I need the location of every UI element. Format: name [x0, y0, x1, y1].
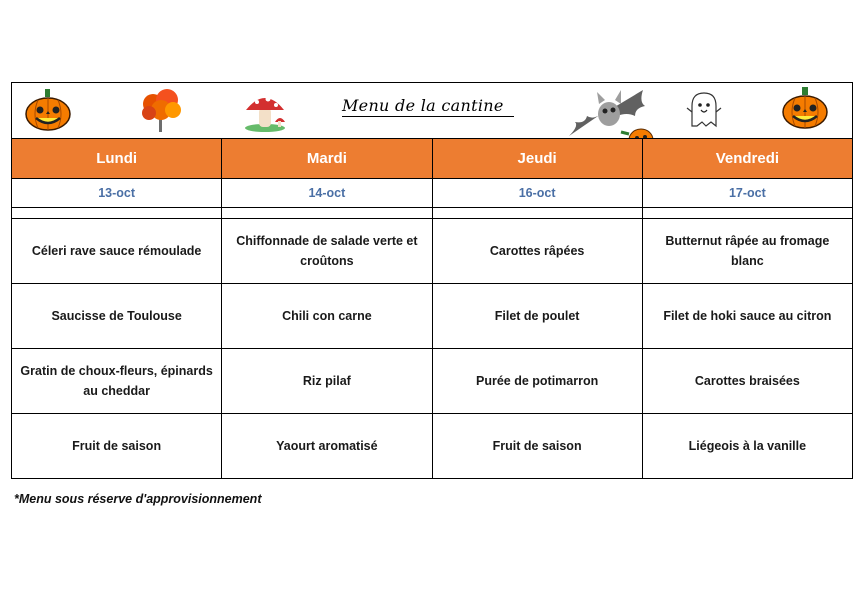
menu-table: [11, 138, 853, 479]
meal-cell: Chili con carne: [222, 284, 432, 349]
page-title: Menu de la cantine: [342, 96, 514, 117]
date-cell: 16-oct: [432, 179, 642, 208]
day-header: Mardi: [222, 139, 432, 179]
day-header: Lundi: [12, 139, 222, 179]
date-cell: 17-oct: [642, 179, 852, 208]
spacer-row: [12, 208, 853, 219]
day-header-row: [12, 139, 853, 179]
date-cell: 13-oct: [12, 179, 222, 208]
meal-cell: Carottes braisées: [642, 349, 852, 414]
meal-cell: Filet de hoki sauce au citron: [642, 284, 852, 349]
spacer-cell: [432, 208, 642, 219]
spacer-cell: [642, 208, 852, 219]
meal-cell: Saucisse de Toulouse: [12, 284, 222, 349]
date-cell: 14-oct: [222, 179, 432, 208]
meal-cell: Liégeois à la vanille: [642, 414, 852, 479]
meal-cell: Riz pilaf: [222, 349, 432, 414]
meal-cell: Fruit de saison: [432, 414, 642, 479]
starter-row: [12, 219, 853, 284]
date-row: [12, 179, 853, 208]
mushroom-icon: [242, 90, 288, 132]
pumpkin-icon: [24, 88, 72, 132]
meal-cell: Céleri rave sauce rémoulade: [12, 219, 222, 284]
pumpkin-icon: [781, 86, 829, 130]
day-header: Vendredi: [642, 139, 852, 179]
meal-cell: Gratin de choux-fleurs, épinards au cheddar: [12, 349, 222, 414]
spacer-cell: [222, 208, 432, 219]
meal-cell: Yaourt aromatisé: [222, 414, 432, 479]
meal-cell: Chiffonnade de salade verte et croûtons: [222, 219, 432, 284]
dessert-row: [12, 414, 853, 479]
meal-cell: Filet de poulet: [432, 284, 642, 349]
meal-cell: Fruit de saison: [12, 414, 222, 479]
side-row: [12, 349, 853, 414]
day-header: Jeudi: [432, 139, 642, 179]
ghost-icon: [684, 90, 724, 130]
meal-cell: Butternut râpée au fromage blanc: [642, 219, 852, 284]
meal-cell: Carottes râpées: [432, 219, 642, 284]
meal-cell: Purée de potimarron: [432, 349, 642, 414]
spacer-cell: [12, 208, 222, 219]
autumn-tree-icon: [137, 86, 185, 134]
main-row: [12, 284, 853, 349]
footnote: *Menu sous réserve d'approvisionnement: [14, 492, 262, 506]
